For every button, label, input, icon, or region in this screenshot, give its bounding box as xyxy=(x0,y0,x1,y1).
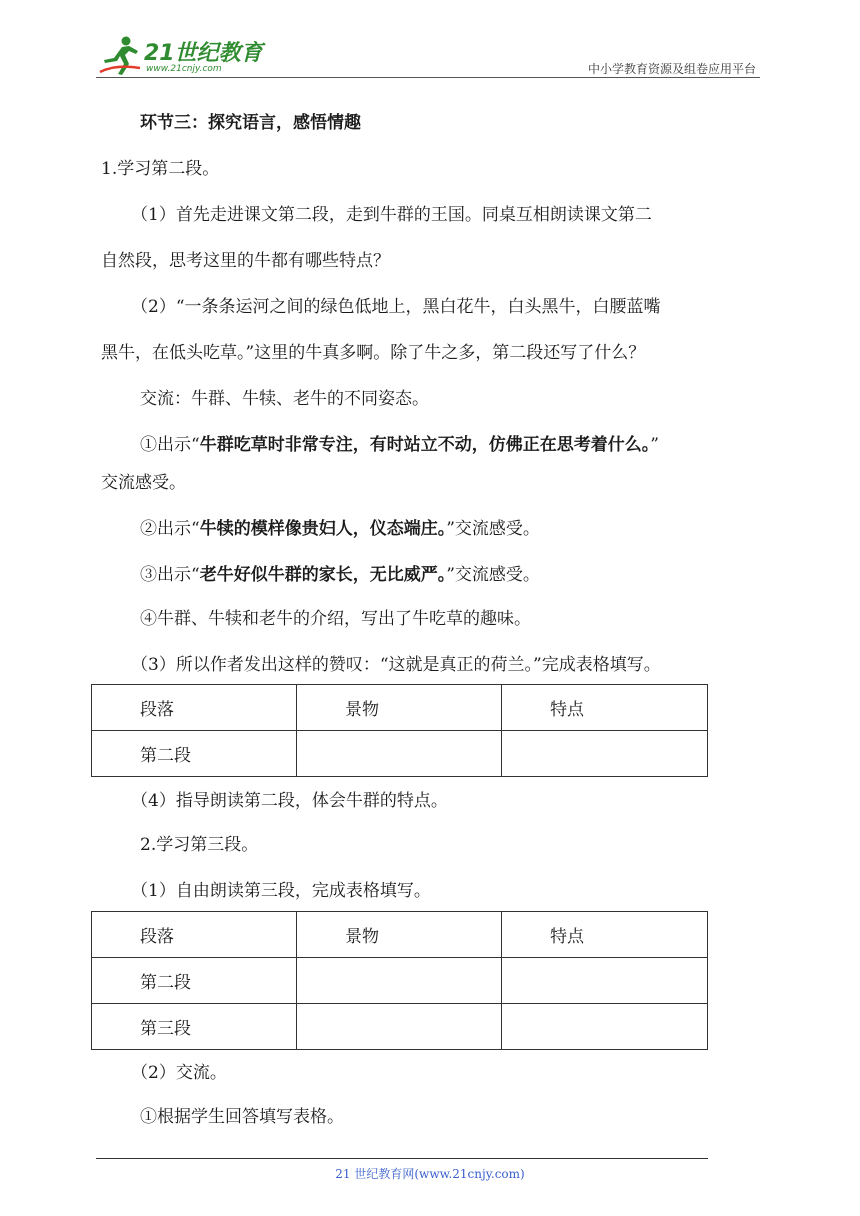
feature-table-2 xyxy=(91,911,708,1050)
quote-prefix: ②出示“ xyxy=(140,519,200,539)
logo-url: www.21cnjy.com xyxy=(146,64,222,74)
paragraph: 交流感受。 xyxy=(101,473,186,493)
paragraph: ④牛群、牛犊和老牛的介绍，写出了牛吃草的趣味。 xyxy=(140,609,531,629)
runner-logo-icon xyxy=(96,34,144,78)
table-header-cell: 景物 xyxy=(297,912,502,958)
table-cell xyxy=(297,1004,502,1050)
quote-suffix: ”交流感受。 xyxy=(446,519,540,539)
quote-paragraph xyxy=(140,562,540,588)
header-divider xyxy=(96,77,760,78)
table-header-cell: 特点 xyxy=(502,912,708,958)
paragraph: 自然段，思考这里的牛都有哪些特点？ xyxy=(101,251,390,271)
table-row xyxy=(92,1004,708,1050)
table-header-row xyxy=(92,912,708,958)
table-cell xyxy=(502,958,708,1004)
paragraph: 黑牛，在低头吃草。”这里的牛真多啊。除了牛之多，第二段还写了什么？ xyxy=(101,343,646,363)
paragraph: （2）“一条条运河之间的绿色低地上，黑白花牛，白头黑牛，白腰蓝嘴 xyxy=(131,297,661,317)
paragraph: 交流：牛群、牛犊、老牛的不同姿态。 xyxy=(140,389,429,409)
table-cell xyxy=(502,731,708,777)
table-header-cell: 景物 xyxy=(297,685,502,731)
table-header-cell: 段落 xyxy=(92,685,297,731)
quote-prefix: ①出示“ xyxy=(140,435,200,455)
table-cell: 第三段 xyxy=(92,1004,297,1050)
section-title: 环节三：探究语言，感悟情趣 xyxy=(140,113,361,133)
table-cell: 第二段 xyxy=(92,731,297,777)
logo-text: 21世纪教育 xyxy=(144,41,263,66)
quote-paragraph xyxy=(140,432,659,458)
quote-text: 牛群吃草时非常专注，有时站立不动，仿佛正在思考着什么。 xyxy=(199,435,651,455)
paragraph: （2）交流。 xyxy=(131,1063,227,1083)
footer-link[interactable]: 21 世纪教育网(www.21cnjy.com) xyxy=(335,1167,525,1181)
table-header-row xyxy=(92,685,708,731)
table-header-cell: 特点 xyxy=(502,685,708,731)
table-header-cell: 段落 xyxy=(92,912,297,958)
paragraph: （3）所以作者发出这样的赞叹：“这就是真正的荷兰。”完成表格填写。 xyxy=(131,655,661,675)
quote-suffix: ” xyxy=(650,435,659,455)
table-cell: 第二段 xyxy=(92,958,297,1004)
paragraph: ①根据学生回答填写表格。 xyxy=(140,1107,344,1127)
quote-paragraph xyxy=(140,516,540,542)
quote-prefix: ③出示“ xyxy=(140,565,200,585)
paragraph: （1）自由朗读第三段，完成表格填写。 xyxy=(131,881,431,901)
paragraph: （4）指导朗读第二段，体会牛群的特点。 xyxy=(131,791,448,811)
page-header xyxy=(96,30,756,80)
paragraph: 2.学习第三段。 xyxy=(140,835,259,855)
table-cell xyxy=(297,958,502,1004)
logo xyxy=(96,34,266,78)
table-cell xyxy=(297,731,502,777)
quote-suffix: ”交流感受。 xyxy=(446,565,540,585)
table-row xyxy=(92,731,708,777)
paragraph: 1.学习第二段。 xyxy=(101,159,220,179)
feature-table-1 xyxy=(91,684,708,777)
table-cell xyxy=(502,1004,708,1050)
quote-text: 老牛好似牛群的家长，无比威严。 xyxy=(199,565,447,585)
quote-text: 牛犊的模样像贵妇人，仪态端庄。 xyxy=(199,519,447,539)
paragraph: （1）首先走进课文第二段，走到牛群的王国。同桌互相朗读课文第二 xyxy=(131,205,652,225)
platform-name: 中小学教育资源及组卷应用平台 xyxy=(587,62,756,76)
footer-divider xyxy=(96,1158,708,1159)
table-row xyxy=(92,958,708,1004)
